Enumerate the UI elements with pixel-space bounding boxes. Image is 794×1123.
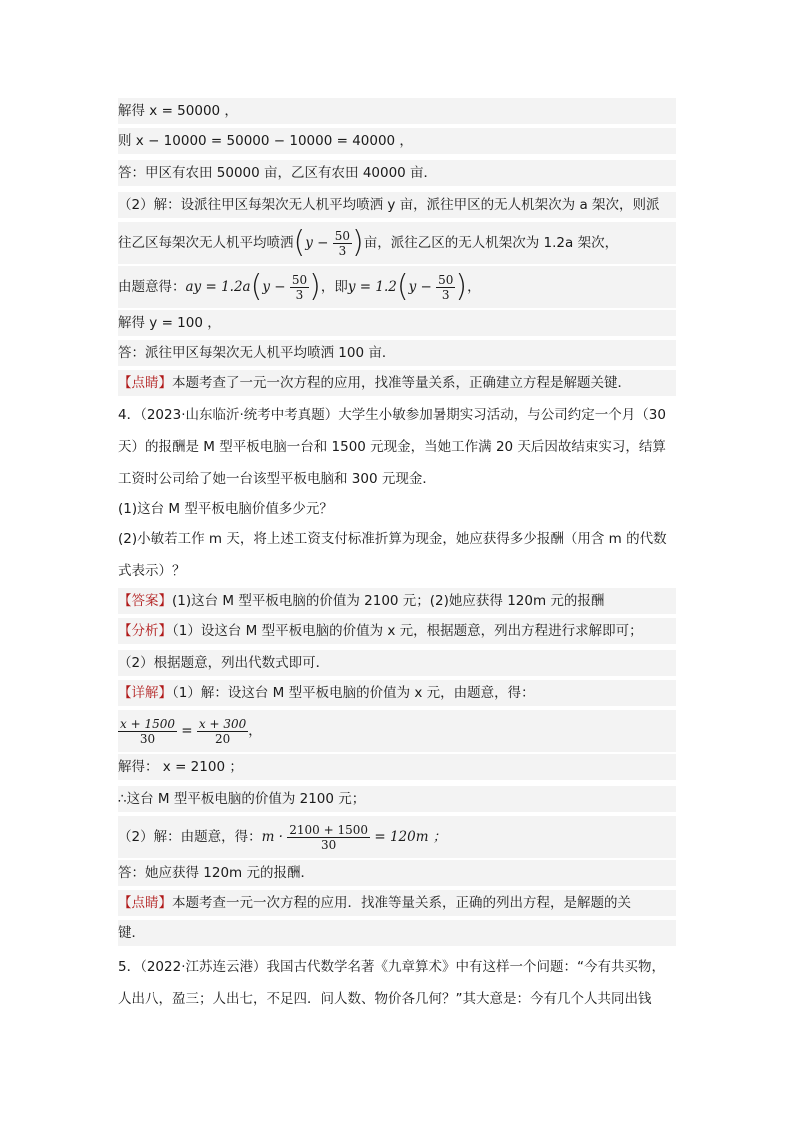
- point-tag: 【点睛】: [118, 895, 172, 911]
- solve-y-line: 解得 y = 100 ，: [118, 310, 676, 336]
- analysis-line-2: （2）根据题意，列出代数式即可．: [118, 650, 676, 676]
- fraction-50-3: $\frac{50}{3}$: [334, 228, 351, 258]
- question-4-part-2-cont: 式表示）？: [118, 563, 186, 579]
- comment-line-1: 【点睛】本题考查了一元一次方程的应用，找准等量关系，正确建立方程是解题关键．: [118, 370, 676, 396]
- question-4-line-2: 天）的报酬是 M 型平板电脑一台和 1500 元现金，当她工作满 20 天后因故结束实习，结算: [118, 439, 666, 455]
- question-4-part-1: (1)这台 M 型平板电脑价值多少元？: [118, 501, 333, 517]
- point-line-2: 键．: [118, 920, 676, 946]
- solution-line-subtract: 则 x − 10000 = 50000 − 10000 = 40000 ，: [118, 128, 676, 154]
- fraction-x1500-30: $\frac{x + 1500}{30}$: [120, 716, 175, 746]
- part2-line-1: （2）解：设派往甲区每架次无人机平均喷洒 y 亩，派往甲区的无人机架次为 a 架次，则派: [118, 192, 676, 218]
- question-4-part-2: (2)小敏若工作 m 天，将上述工资支付标准折算为现金，她应获得多少报酬（用含 m 的代数: [118, 531, 667, 547]
- part2-line-2: 往乙区每架次无人机平均喷洒(y − $\frac{50}{3}$ )亩，派往乙区的无人机架次为 1.2a 架次，: [118, 222, 676, 264]
- answer-line-2: 答：派往甲区每架次无人机平均喷洒 100 亩．: [118, 340, 676, 366]
- question-5-line-1: 5．（2022·江苏连云港）我国古代数学名著《九章算术》中有这样一个问题：“今有共买物，: [118, 959, 665, 975]
- question-4-line-1: 4．（2023·山东临沂·统考中考真题）大学生小敏参加暑期实习活动，与公司约定一个月（30: [118, 407, 666, 423]
- analysis-tag: 【分析】: [118, 623, 172, 639]
- fraction-2100-1500-30: $\frac{2100 + 1500}{30}$: [289, 822, 369, 852]
- answer-tag: 【答案】: [118, 593, 172, 609]
- comment-tag: 【点睛】: [118, 375, 172, 391]
- detail-tag: 【详解】: [118, 685, 172, 701]
- detail-conclusion: ∴这台 M 型平板电脑的价值为 2100 元；: [118, 786, 676, 812]
- fraction-50-3-b: $\frac{50}{3}$: [291, 272, 308, 302]
- fraction-50-3-c: $\frac{50}{3}$: [438, 272, 454, 302]
- detail-equation: $\frac{x + 1500}{30}$ = $\frac{x + 300}{20}$ ，: [118, 710, 676, 752]
- analysis-line-1: 【分析】（1）设这台 M 型平板电脑的价值为 x 元，根据题意，列出方程进行求解即可；: [118, 618, 676, 644]
- detail-answer: 答：她应获得 120m 元的报酬．: [118, 860, 676, 886]
- fraction-x300-20: $\frac{x + 300}{20}$: [198, 716, 247, 746]
- detail-solve-line: 解得： x = 2100 ；: [118, 754, 676, 780]
- equation-line: 由题意得：ay = 1.2a(y − $\frac{50}{3}$ )，即y = 1.2(y − $\frac{50}{3}$ )，: [118, 266, 676, 308]
- question-4-line-3: 工资时公司给了她一台该型平板电脑和 300 元现金．: [118, 471, 436, 487]
- solution-line-x: 解得 x = 50000 ，: [118, 98, 676, 124]
- detail-line-1: 【详解】（1）解：设这台 M 型平板电脑的价值为 x 元，由题意，得：: [118, 680, 676, 706]
- question-5-line-2: 人出八，盈三；人出七，不足四．问人数、物价各几何？”其大意是：今有几个人共同出钱: [118, 991, 652, 1007]
- point-line-1: 【点睛】本题考查一元一次方程的应用．找准等量关系，正确的列出方程，是解题的关: [118, 890, 676, 916]
- detail-part2: （2）解：由题意，得：m · $\frac{2100 + 1500}{30}$ = 120m ；: [118, 816, 676, 858]
- answer-line-1: 答：甲区有农田 50000 亩，乙区有农田 40000 亩．: [118, 160, 676, 186]
- answer-section: 【答案】(1)这台 M 型平板电脑的价值为 2100 元；(2)她应获得 120m 元的报酬: [118, 588, 676, 614]
